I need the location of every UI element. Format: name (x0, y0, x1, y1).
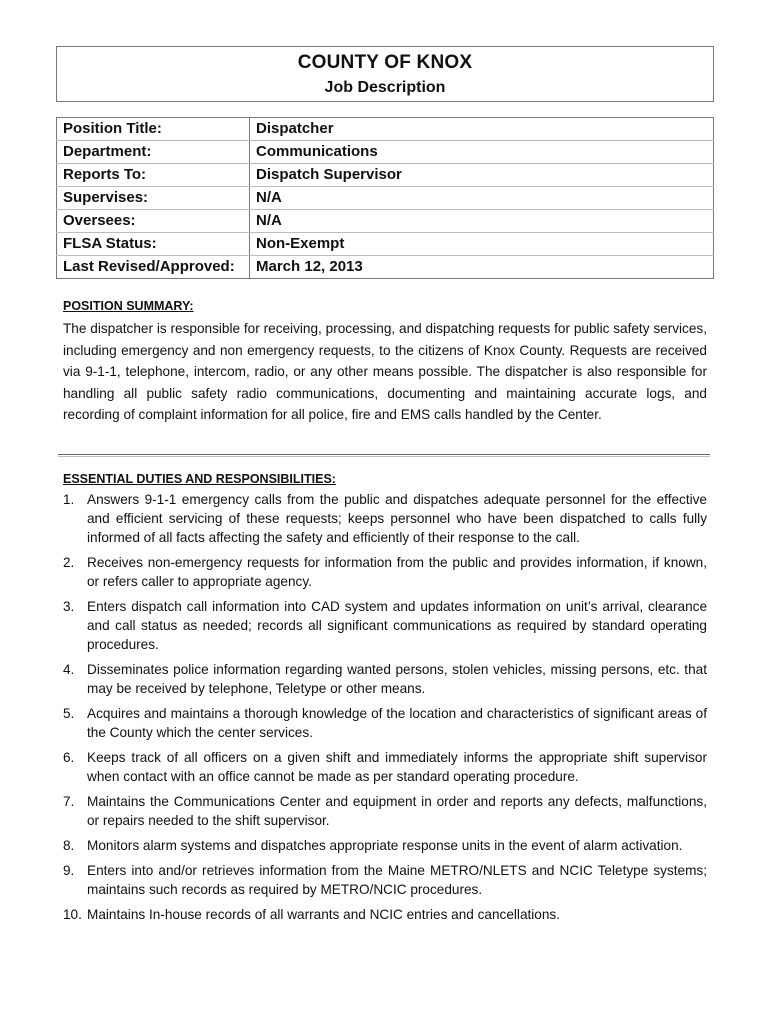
info-label: Oversees: (57, 210, 250, 233)
duty-number: 8. (63, 838, 75, 853)
info-value: N/A (250, 187, 714, 210)
info-row (57, 118, 714, 141)
duty-text: Receives non-emergency requests for information from the public and provides information, if known, or refers caller to appropriate agency. (87, 555, 707, 589)
duty-item (63, 748, 707, 786)
duty-item (63, 836, 707, 855)
duty-text: Maintains the Communications Center and equipment in order and reports any defects, malfunctions, or repairs needed to the shift supervisor. (87, 794, 707, 828)
duty-item (63, 704, 707, 742)
page-subtitle: Job Description (324, 79, 446, 96)
info-row (57, 256, 714, 279)
position-info-table (56, 117, 714, 279)
info-value: Dispatcher (250, 118, 714, 141)
info-value: March 12, 2013 (250, 256, 714, 279)
duty-text: Enters dispatch call information into CAD system and updates information on unit’s arrival, clearance and call status as needed; records all significant communications as required by standard operating procedures. (87, 599, 707, 652)
duty-number: 4. (63, 662, 75, 677)
duty-number: 9. (63, 863, 75, 878)
duty-number: 6. (63, 750, 75, 765)
title-box (56, 46, 714, 102)
info-label: Supervises: (57, 187, 250, 210)
duty-number: 2. (63, 555, 75, 570)
duty-item (63, 905, 707, 924)
duty-number: 10. (63, 907, 82, 922)
duty-text: Answers 9-1-1 emergency calls from the public and dispatches adequate personnel for the effective and efficient servicing of these requests; keeps personnel who have been dispatched to calls fully informed of all facts affecting the safety and efficiently of their response to the call. (87, 492, 707, 545)
duty-text: Monitors alarm systems and dispatches appropriate response units in the event of alarm activation. (87, 838, 683, 853)
info-row (57, 164, 714, 187)
info-row (57, 210, 714, 233)
duty-item (63, 553, 707, 591)
position-summary-text: The dispatcher is responsible for receiving, processing, and dispatching requests for public safety services, including emergency and non emergency requests, to the citizens of Knox County. Requests are received via 9-1-1, telephone, intercom, radio, or any other means possible. The dispatcher is also responsible for handling all public safety radio communications, documenting and maintaining accurate logs, and recording of complaint information for all police, fire and EMS calls handled by the Center. (63, 321, 707, 423)
info-label: Reports To: (57, 164, 250, 187)
position-summary-heading: POSITION SUMMARY: (63, 299, 194, 313)
duty-text: Keeps track of all officers on a given shift and immediately informs the appropriate shift supervisor when contact with an office cannot be made as per standard operating procedure. (87, 750, 707, 784)
duty-text: Enters into and/or retrieves information from the Maine METRO/NLETS and NCIC Teletype systems; maintains such records as required by METRO/NCIC procedures. (87, 863, 707, 897)
duty-number: 3. (63, 599, 75, 614)
duty-item (63, 660, 707, 698)
duty-text: Acquires and maintains a thorough knowledge of the location and characteristics of significant areas of the County which the center services. (87, 706, 707, 740)
info-value: N/A (250, 210, 714, 233)
duty-number: 7. (63, 794, 75, 809)
info-label: FLSA Status: (57, 233, 250, 256)
section-divider (58, 454, 710, 457)
duty-number: 1. (63, 492, 75, 507)
info-value: Dispatch Supervisor (250, 164, 714, 187)
info-row (57, 187, 714, 210)
duty-text: Maintains In-house records of all warrants and NCIC entries and cancellations. (87, 907, 560, 922)
duties-heading: ESSENTIAL DUTIES AND RESPONSIBILITIES: (63, 472, 336, 486)
page-title: COUNTY OF KNOX (297, 52, 473, 73)
info-label: Position Title: (57, 118, 250, 141)
info-label: Department: (57, 141, 250, 164)
info-row (57, 141, 714, 164)
duty-item (63, 490, 707, 547)
duty-item (63, 861, 707, 899)
info-value: Communications (250, 141, 714, 164)
info-value: Non-Exempt (250, 233, 714, 256)
duty-text: Disseminates police information regarding wanted persons, stolen vehicles, missing persons, etc. that may be received by telephone, Teletype or other means. (87, 662, 707, 696)
info-row (57, 233, 714, 256)
duty-item (63, 792, 707, 830)
info-label: Last Revised/Approved: (57, 256, 250, 279)
duty-item (63, 597, 707, 654)
duty-number: 5. (63, 706, 75, 721)
duties-list (63, 490, 707, 930)
